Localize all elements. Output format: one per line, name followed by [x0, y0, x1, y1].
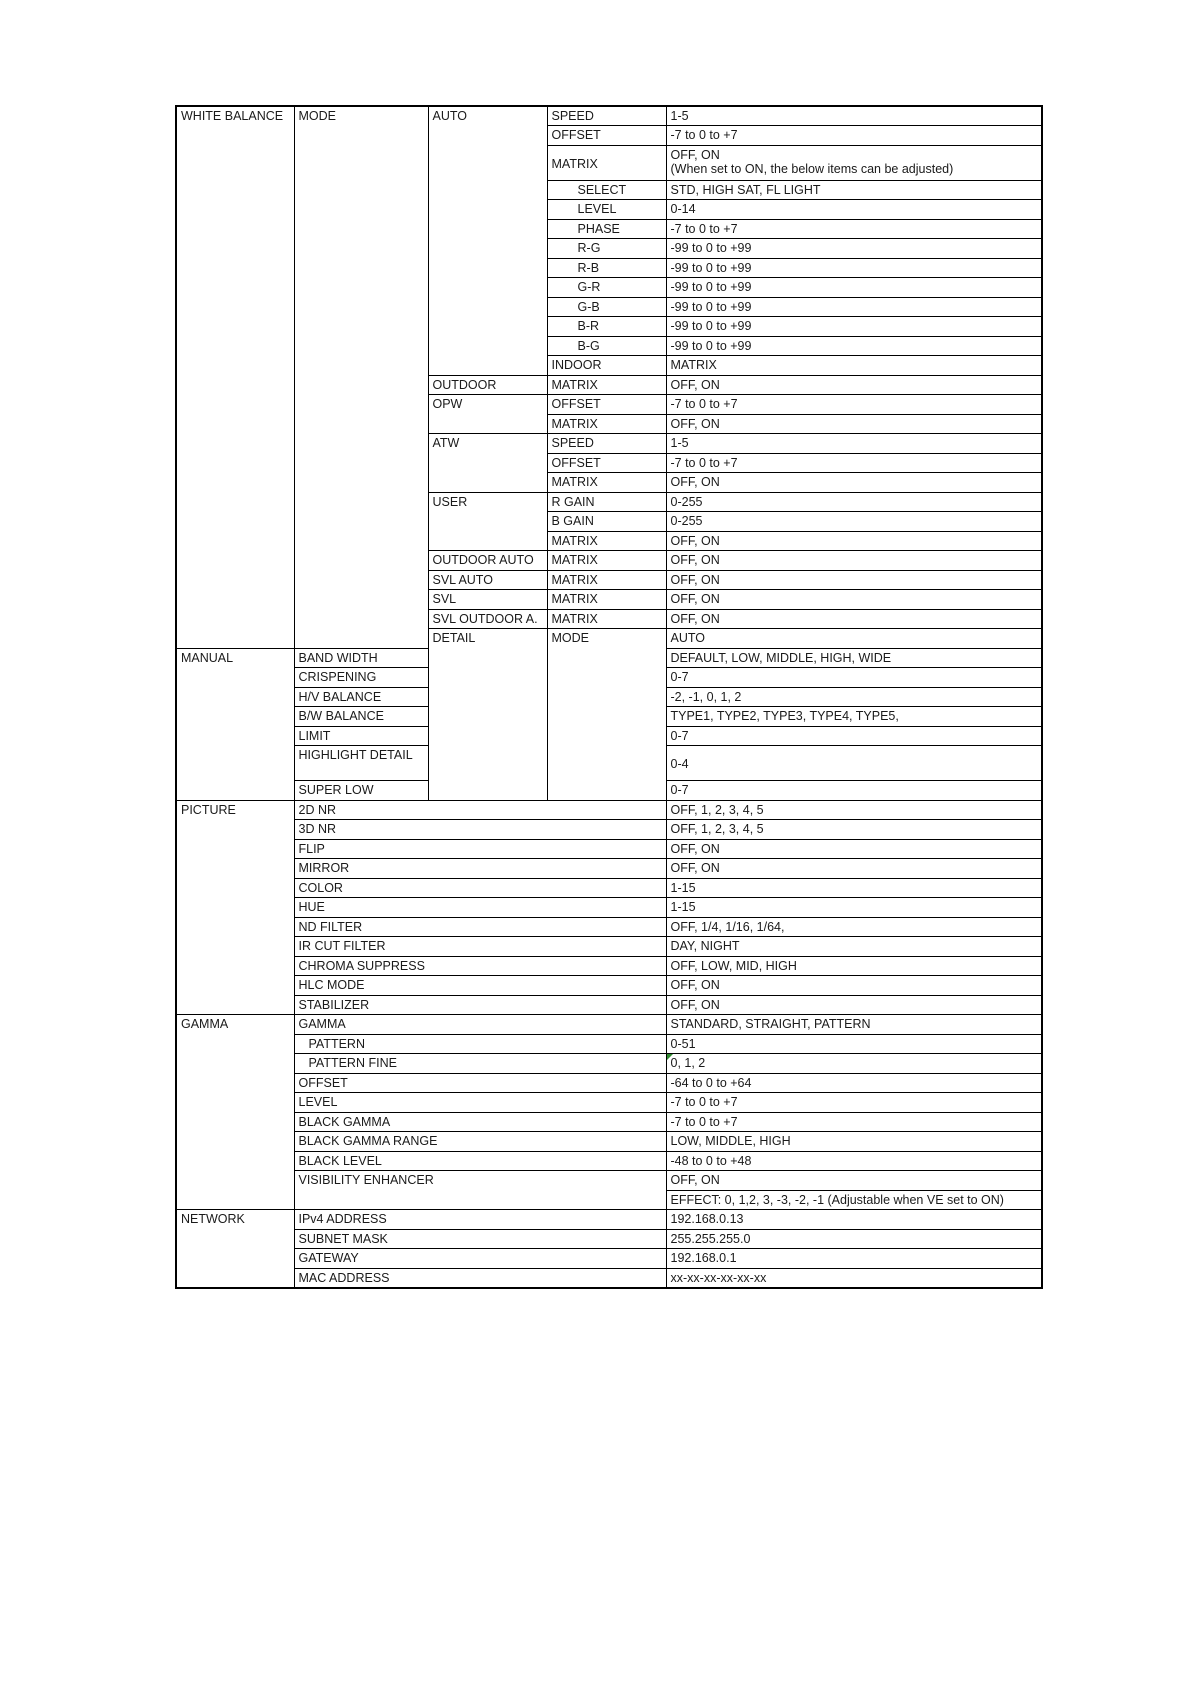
item-label: OFFSET [294, 1073, 666, 1093]
table-row [176, 1093, 1042, 1113]
item-value: -7 to 0 to +7 [666, 453, 1042, 473]
item-value: 0-51 [666, 1034, 1042, 1054]
item-label: BLACK LEVEL [294, 1151, 666, 1171]
item-label: MATRIX [666, 356, 1042, 376]
table-row [176, 800, 1042, 820]
item-value: OFF, ON [666, 995, 1042, 1015]
item-value: STD, HIGH SAT, FL LIGHT [666, 180, 1042, 200]
table-row [176, 859, 1042, 879]
item-label: CRISPENING [294, 668, 428, 688]
item-label: 3D NR [294, 820, 666, 840]
section-white-balance: WHITE BALANCE [176, 106, 294, 648]
wb-outdoor-auto-label: OUTDOOR AUTO [428, 551, 547, 571]
item-label: LEVEL [547, 200, 666, 220]
item-label: MATRIX [547, 609, 666, 629]
wb-atw-label: ATW [428, 434, 547, 493]
item-label: MATRIX [547, 531, 666, 551]
item-label: R-B [547, 258, 666, 278]
item-value [666, 145, 1042, 180]
item-label: FLIP [294, 839, 666, 859]
item-value: 1-15 [666, 898, 1042, 918]
item-label: MATRIX [547, 145, 666, 180]
item-value: -7 to 0 to +7 [666, 126, 1042, 146]
table-row [176, 1249, 1042, 1269]
item-label: BAND WIDTH [294, 648, 428, 668]
table-row [176, 1073, 1042, 1093]
table-row [176, 1268, 1042, 1288]
table-row [176, 839, 1042, 859]
item-value: -48 to 0 to +48 [666, 1151, 1042, 1171]
table-row [176, 1171, 1042, 1191]
item-value: TYPE1, TYPE2, TYPE3, TYPE4, TYPE5, [666, 707, 1042, 727]
item-value: OFF, 1, 2, 3, 4, 5 [666, 820, 1042, 840]
table-row [176, 1034, 1042, 1054]
item-value: OFF, ON [666, 1171, 1042, 1191]
section-detail: DETAIL [428, 629, 547, 801]
item-label: R GAIN [547, 492, 666, 512]
wb-outdoor-label: OUTDOOR [428, 375, 547, 395]
wb-svl-label: SVL [428, 590, 547, 610]
item-label: IR CUT FILTER [294, 937, 666, 957]
wb-svl-outdoor-label: SVL OUTDOOR A. [428, 609, 547, 629]
item-value: OFF, ON [666, 551, 1042, 571]
item-value: -99 to 0 to +99 [666, 317, 1042, 337]
item-value: OFF, 1, 2, 3, 4, 5 [666, 800, 1042, 820]
item-value: xx-xx-xx-xx-xx-xx [666, 1268, 1042, 1288]
item-value: 1-5 [666, 106, 1042, 126]
item-value: OFF, ON [666, 976, 1042, 996]
item-value: 0-255 [666, 512, 1042, 532]
item-value: -2, -1, 0, 1, 2 [666, 687, 1042, 707]
item-value: DAY, NIGHT [666, 937, 1042, 957]
item-label: OFFSET [547, 395, 666, 415]
detail-manual-label: MANUAL [176, 648, 294, 800]
item-label: B-G [547, 336, 666, 356]
item-label: SUBNET MASK [294, 1229, 666, 1249]
item-label: IPv4 ADDRESS [294, 1210, 666, 1230]
table-row [176, 820, 1042, 840]
table-row [176, 1054, 1042, 1074]
item-value: -99 to 0 to +99 [666, 297, 1042, 317]
table-row [176, 937, 1042, 957]
detail-mode-label: MODE [547, 629, 666, 801]
wb-svl-auto-label: SVL AUTO [428, 570, 547, 590]
item-label: 2D NR [294, 800, 666, 820]
item-label: HUE [294, 898, 666, 918]
item-label: GAMMA [294, 1015, 666, 1035]
item-label: BLACK GAMMA [294, 1112, 666, 1132]
item-value: 192.168.0.13 [666, 1210, 1042, 1230]
item-value: STANDARD, STRAIGHT, PATTERN [666, 1015, 1042, 1035]
menu-table-body [176, 106, 1042, 1288]
item-label: LIMIT [294, 726, 428, 746]
item-value: -7 to 0 to +7 [666, 395, 1042, 415]
item-label: HIGHLIGHT DETAIL [294, 746, 428, 781]
section-network: NETWORK [176, 1210, 294, 1288]
item-value: 1-15 [666, 878, 1042, 898]
table-row [176, 1132, 1042, 1152]
item-label: MATRIX [547, 473, 666, 493]
item-value: OFF, ON [666, 570, 1042, 590]
item-label: OFFSET [547, 453, 666, 473]
item-label: STABILIZER [294, 995, 666, 1015]
item-label: GATEWAY [294, 1249, 666, 1269]
item-value: -99 to 0 to +99 [666, 239, 1042, 259]
item-value: -7 to 0 to +7 [666, 219, 1042, 239]
table-row [176, 878, 1042, 898]
item-label: MIRROR [294, 859, 666, 879]
item-label: PHASE [547, 219, 666, 239]
item-value: OFF, ON [666, 473, 1042, 493]
item-value: EFFECT: 0, 1,2, 3, -3, -2, -1 (Adjustable when VE set to ON) [666, 1190, 1042, 1210]
item-value: -7 to 0 to +7 [666, 1093, 1042, 1113]
item-value: 0-255 [666, 492, 1042, 512]
item-label: BLACK GAMMA RANGE [294, 1132, 666, 1152]
item-value: 255.255.255.0 [666, 1229, 1042, 1249]
item-value: OFF, ON [666, 609, 1042, 629]
item-label: SPEED [547, 434, 666, 454]
table-row [176, 995, 1042, 1015]
item-value: OFF, ON [666, 859, 1042, 879]
table-row [176, 1015, 1042, 1035]
item-label: SUPER LOW [294, 781, 428, 801]
item-label: H/V BALANCE [294, 687, 428, 707]
item-value: 0-14 [666, 200, 1042, 220]
item-label: HLC MODE [294, 976, 666, 996]
item-label: VISIBILITY ENHANCER [294, 1171, 666, 1210]
item-label: OFFSET [547, 126, 666, 146]
item-value: 0-7 [666, 781, 1042, 801]
table-row [176, 976, 1042, 996]
item-label: MAC ADDRESS [294, 1268, 666, 1288]
detail-auto-label: AUTO [666, 629, 1042, 649]
item-value: OFF, ON [666, 839, 1042, 859]
item-label: MATRIX [547, 570, 666, 590]
item-label: G-B [547, 297, 666, 317]
item-label: ND FILTER [294, 917, 666, 937]
settings-menu-table [175, 105, 1043, 1289]
item-value: 1-5 [666, 434, 1042, 454]
item-label: SPEED [547, 106, 666, 126]
item-value: OFF, ON [666, 531, 1042, 551]
item-value: OFF, 1/4, 1/16, 1/64, [666, 917, 1042, 937]
section-picture: PICTURE [176, 800, 294, 1015]
table-row [176, 917, 1042, 937]
item-value: 0-4 [666, 746, 1042, 781]
item-value: OFF, ON [666, 414, 1042, 434]
table-row [176, 1112, 1042, 1132]
section-gamma: GAMMA [176, 1015, 294, 1210]
item-label: SELECT [547, 180, 666, 200]
item-value: -64 to 0 to +64 [666, 1073, 1042, 1093]
item-label: PATTERN FINE [294, 1054, 666, 1074]
item-label: B GAIN [547, 512, 666, 532]
item-label: G-R [547, 278, 666, 298]
table-row [176, 1210, 1042, 1230]
item-label: MATRIX [547, 551, 666, 571]
item-value: -99 to 0 to +99 [666, 258, 1042, 278]
item-label: R-G [547, 239, 666, 259]
table-row [176, 898, 1042, 918]
table-row [176, 1151, 1042, 1171]
item-value: -7 to 0 to +7 [666, 1112, 1042, 1132]
wb-auto-label: AUTO [428, 106, 547, 375]
item-label: PATTERN [294, 1034, 666, 1054]
item-value: 192.168.0.1 [666, 1249, 1042, 1269]
item-value: OFF, LOW, MID, HIGH [666, 956, 1042, 976]
item-value: DEFAULT, LOW, MIDDLE, HIGH, WIDE [666, 648, 1042, 668]
item-value: OFF, ON [666, 590, 1042, 610]
item-label: LEVEL [294, 1093, 666, 1113]
wb-user-label: USER [428, 492, 547, 551]
wb-opw-label: OPW [428, 395, 547, 434]
item-value: -99 to 0 to +99 [666, 278, 1042, 298]
item-value: 0, 1, 2 [666, 1054, 1042, 1074]
item-label: B-R [547, 317, 666, 337]
item-value: OFF, ON [666, 375, 1042, 395]
item-label: MATRIX [547, 414, 666, 434]
item-value-line: OFF, ON [670, 147, 720, 162]
table-row [176, 106, 1042, 126]
item-value: LOW, MIDDLE, HIGH [666, 1132, 1042, 1152]
item-value: 0-7 [666, 668, 1042, 688]
wb-mode-label: MODE [294, 106, 428, 648]
item-label: B/W BALANCE [294, 707, 428, 727]
table-row [176, 956, 1042, 976]
item-label: COLOR [294, 878, 666, 898]
table-row [176, 1229, 1042, 1249]
wb-indoor-label: INDOOR [547, 356, 666, 376]
item-label: MATRIX [547, 590, 666, 610]
item-value-note: (When set to ON, the below items can be adjusted) [670, 161, 954, 176]
item-label: CHROMA SUPPRESS [294, 956, 666, 976]
item-value: 0-7 [666, 726, 1042, 746]
item-label: MATRIX [547, 375, 666, 395]
item-value: -99 to 0 to +99 [666, 336, 1042, 356]
